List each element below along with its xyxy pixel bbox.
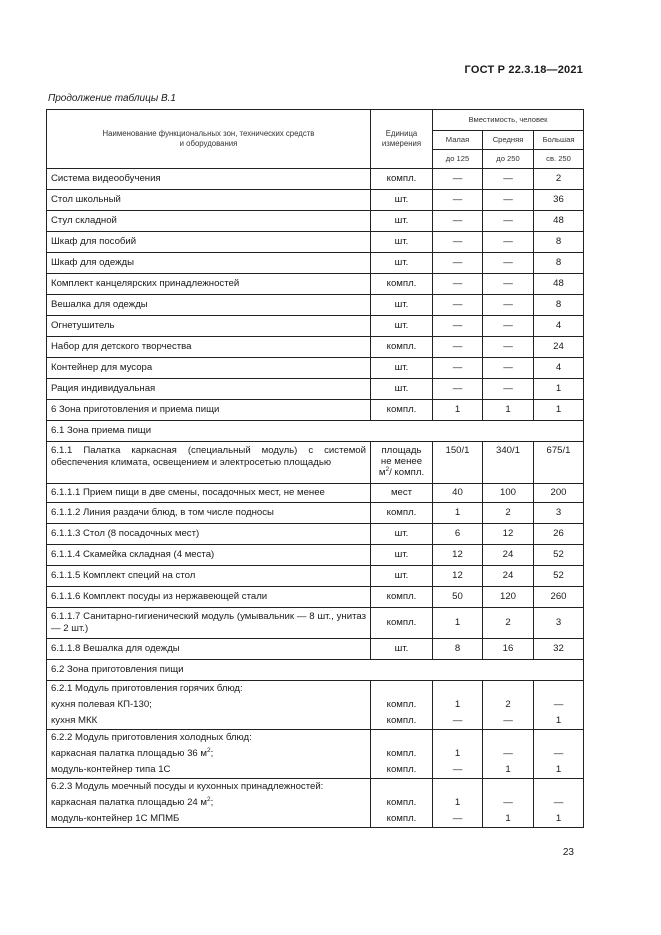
cell-unit: компл.	[371, 587, 433, 608]
cell-name: Комплект канцелярских принадлежностей	[47, 274, 371, 295]
cell-small: 150/1	[433, 442, 483, 484]
table-row	[47, 566, 584, 587]
cell-name: Шкаф для пособий	[47, 232, 371, 253]
block-title: 6.2.3 Модуль моечный посуды и кухонных принадлежностей:	[51, 781, 324, 792]
cell-unit: шт.	[371, 639, 433, 660]
cell-large	[534, 681, 584, 730]
cell-large: 3	[534, 503, 584, 524]
cell-small: 1	[433, 503, 483, 524]
table-row	[47, 639, 584, 660]
table-row-block-6-2-1	[47, 681, 584, 730]
table-row	[47, 358, 584, 379]
cell-large	[534, 779, 584, 828]
cell-unit	[371, 681, 433, 730]
section-row	[47, 660, 584, 681]
cell-small: 6	[433, 524, 483, 545]
table-row	[47, 253, 584, 274]
block-value: 1	[555, 813, 562, 824]
cell-name: Шкаф для одежды	[47, 253, 371, 274]
block-value: —	[503, 715, 513, 726]
table-row	[47, 274, 584, 295]
table-row	[47, 608, 584, 639]
cell-medium: 2	[483, 503, 534, 524]
section-title-6-2: 6.2 Зона приготовления пищи	[47, 660, 584, 681]
cell-name: 6.1.1.6 Комплект посуды из нержавеющей стали	[47, 587, 371, 608]
block-line	[51, 746, 366, 762]
table-row	[47, 524, 584, 545]
column-range-large: св. 250	[534, 150, 584, 169]
cell-small: 12	[433, 545, 483, 566]
cell-name: Стол школьный	[47, 190, 371, 211]
cell-small: 12	[433, 566, 483, 587]
table-row	[47, 190, 584, 211]
cell-name: 6.1.1.7 Санитарно-гигиенический модуль (умывальник — 8 шт., унитаз — 2 шт.)	[47, 608, 371, 639]
column-header-name: Наименование функциональных зон, технических средств и оборудования	[47, 110, 371, 169]
table-row	[47, 503, 584, 524]
cell-unit: шт.	[371, 524, 433, 545]
block-value: —	[553, 797, 564, 808]
cell-medium: 12	[483, 524, 534, 545]
table-row	[47, 545, 584, 566]
block-value: —	[553, 699, 564, 710]
unit-line: площадь	[381, 445, 422, 456]
cell-small: 8	[433, 639, 483, 660]
cell-unit: шт.	[371, 232, 433, 253]
cell-large: 48	[534, 274, 584, 295]
cell-medium: —	[483, 337, 534, 358]
cell-small: —	[433, 232, 483, 253]
cell-small: 1	[433, 608, 483, 639]
table-row	[47, 232, 584, 253]
table-row	[47, 169, 584, 190]
cell-name: Огнетушитель	[47, 316, 371, 337]
block-value: 1	[505, 764, 511, 775]
cell-small: —	[433, 316, 483, 337]
section-row	[47, 421, 584, 442]
cell-large	[534, 730, 584, 779]
unit-line: м	[378, 467, 386, 479]
cell-name: 6.1.1.4 Скамейка складная (4 места)	[47, 545, 371, 566]
cell-small: —	[433, 190, 483, 211]
cell-medium: —	[483, 379, 534, 400]
cell-large: 2	[534, 169, 584, 190]
block-line	[51, 795, 366, 811]
cell-unit: шт.	[371, 253, 433, 274]
cell-unit: шт.	[371, 358, 433, 379]
table-row	[47, 587, 584, 608]
cell-medium	[483, 730, 534, 779]
cell-large: 3	[534, 608, 584, 639]
equipment-table	[46, 109, 584, 828]
cell-medium	[483, 779, 534, 828]
cell-medium: 16	[483, 639, 534, 660]
block-value: —	[452, 715, 463, 726]
cell-name: 6.1.1.8 Вешалка для одежды	[47, 639, 371, 660]
cell-unit: шт.	[371, 190, 433, 211]
cell-large: 24	[534, 337, 584, 358]
cell-unit	[371, 779, 433, 828]
table-row	[47, 316, 584, 337]
block-unit: компл.	[386, 813, 417, 824]
cell-small: —	[433, 211, 483, 232]
cell-medium: 340/1	[483, 442, 534, 484]
cell-large: 26	[534, 524, 584, 545]
cell-unit: компл.	[371, 337, 433, 358]
cell-large: 1	[534, 400, 584, 421]
cell-small	[433, 681, 483, 730]
unit-superscript: 2	[385, 465, 390, 473]
table-row	[47, 337, 584, 358]
cell-medium: —	[483, 316, 534, 337]
cell-large: 260	[534, 587, 584, 608]
cell-name: 6.1.1.2 Линия раздачи блюд, в том числе подносы	[47, 503, 371, 524]
cell-medium: 2	[483, 608, 534, 639]
block-value: 1	[454, 699, 461, 710]
cell-medium: —	[483, 232, 534, 253]
block-unit: компл.	[386, 797, 417, 808]
cell-medium: —	[483, 358, 534, 379]
block-line: кухня МКК	[51, 715, 98, 726]
cell-name	[47, 779, 371, 828]
block-value: 1	[505, 813, 511, 824]
document-code: ГОСТ Р 22.3.18—2021	[464, 64, 583, 76]
cell-large: 4	[534, 358, 584, 379]
block-value: —	[452, 813, 463, 824]
cell-medium: 1	[483, 400, 534, 421]
block-value: —	[452, 764, 463, 775]
cell-medium: —	[483, 169, 534, 190]
cell-name: Рация индивидуальная	[47, 379, 371, 400]
cell-small: —	[433, 274, 483, 295]
cell-unit: шт.	[371, 566, 433, 587]
table-row	[47, 295, 584, 316]
block-title: 6.2.1 Модуль приготовления горячих блюд:	[51, 683, 243, 694]
cell-name	[47, 681, 371, 730]
cell-name	[47, 730, 371, 779]
block-value: —	[503, 748, 513, 759]
block-line: модуль-контейнер типа 1С	[51, 764, 171, 775]
cell-medium: 24	[483, 566, 534, 587]
cell-unit: шт.	[371, 211, 433, 232]
cell-name: Контейнер для мусора	[47, 358, 371, 379]
cell-small: —	[433, 379, 483, 400]
page-number: 23	[562, 847, 574, 858]
cell-medium: 24	[483, 545, 534, 566]
cell-small: —	[433, 169, 483, 190]
block-value: —	[503, 797, 513, 808]
block-value: 1	[454, 748, 461, 759]
table-continuation-caption: Продолжение таблицы В.1	[48, 93, 176, 104]
column-header-capacity: Вместимость, человек	[433, 110, 584, 131]
cell-name: 6 Зона приготовления и приема пищи	[47, 400, 371, 421]
cell-small: —	[433, 295, 483, 316]
table-row	[47, 442, 584, 484]
block-unit: компл.	[386, 748, 417, 759]
cell-medium: —	[483, 211, 534, 232]
cell-large: 48	[534, 211, 584, 232]
cell-large: 36	[534, 190, 584, 211]
block-line-superscript: 2	[207, 746, 211, 754]
cell-small	[433, 730, 483, 779]
cell-small: 50	[433, 587, 483, 608]
table-row	[47, 211, 584, 232]
cell-large: 8	[534, 253, 584, 274]
block-unit: компл.	[386, 764, 417, 775]
cell-medium: —	[483, 253, 534, 274]
cell-name: Вешалка для одежды	[47, 295, 371, 316]
column-header-small: Малая	[433, 131, 483, 150]
cell-unit: компл.	[371, 169, 433, 190]
block-unit: компл.	[386, 699, 417, 710]
cell-name: Набор для детского творчества	[47, 337, 371, 358]
block-value: 1	[555, 715, 562, 726]
cell-large: 8	[534, 232, 584, 253]
cell-unit: шт.	[371, 545, 433, 566]
cell-name: 6.1.1.1 Прием пищи в две смены, посадочных мест, не менее	[47, 484, 371, 503]
block-value: —	[553, 748, 564, 759]
cell-large: 32	[534, 639, 584, 660]
block-line: кухня полевая КП-130;	[51, 699, 152, 710]
block-line-text: каркасная палатка площадью 24 м	[51, 797, 208, 808]
block-title: 6.2.2 Модуль приготовления холодных блюд:	[51, 732, 252, 743]
cell-small	[433, 779, 483, 828]
cell-small: —	[433, 337, 483, 358]
block-unit: компл.	[386, 715, 417, 726]
block-value: 1	[454, 797, 461, 808]
unit-line: / компл.	[389, 467, 425, 479]
cell-medium: 120	[483, 587, 534, 608]
block-line-text: ;	[210, 748, 214, 759]
column-range-small: до 125	[433, 150, 483, 169]
cell-large: 8	[534, 295, 584, 316]
cell-unit: компл.	[371, 400, 433, 421]
cell-small: 40	[433, 484, 483, 503]
table-row	[47, 400, 584, 421]
cell-small: —	[433, 253, 483, 274]
cell-large: 675/1	[534, 442, 584, 484]
cell-name: 6.1.1.5 Комплект специй на стол	[47, 566, 371, 587]
cell-medium: 100	[483, 484, 534, 503]
cell-medium	[483, 681, 534, 730]
table-row-block-6-2-2	[47, 730, 584, 779]
block-value: 1	[555, 764, 562, 775]
cell-name: 6.1.1 Палатка каркасная (специальный модуль) с системой обеспечения климата, освещением и электросетью площадью	[47, 442, 371, 484]
cell-large: 4	[534, 316, 584, 337]
section-title-6-1: 6.1 Зона приема пищи	[47, 421, 584, 442]
cell-unit: шт.	[371, 379, 433, 400]
cell-large: 200	[534, 484, 584, 503]
column-header-large: Большая	[534, 131, 584, 150]
cell-large: 52	[534, 545, 584, 566]
unit-line: не менее	[380, 456, 423, 468]
cell-unit	[371, 442, 433, 484]
cell-unit: шт.	[371, 295, 433, 316]
cell-large: 52	[534, 566, 584, 587]
cell-medium: —	[483, 274, 534, 295]
cell-name: Стул складной	[47, 211, 371, 232]
block-line-superscript: 2	[207, 795, 211, 803]
block-line: модуль-контейнер 1С МПМБ	[51, 813, 180, 824]
cell-name: 6.1.1.3 Стол (8 посадочных мест)	[47, 524, 371, 545]
block-line-text: каркасная палатка площадью 36 м	[51, 748, 208, 759]
table-row	[47, 379, 584, 400]
column-header-medium: Средняя	[483, 131, 534, 150]
cell-medium: —	[483, 190, 534, 211]
table-row-block-6-2-3	[47, 779, 584, 828]
cell-unit: компл.	[371, 608, 433, 639]
cell-name: Система видеообучения	[47, 169, 371, 190]
cell-unit: мест	[371, 484, 433, 503]
cell-unit: шт.	[371, 316, 433, 337]
column-header-unit: Единица измерения	[371, 110, 433, 169]
column-range-medium: до 250	[483, 150, 534, 169]
table-row	[47, 484, 584, 503]
cell-medium: —	[483, 295, 534, 316]
cell-large: 1	[534, 379, 584, 400]
cell-unit: компл.	[371, 274, 433, 295]
cell-small: 1	[433, 400, 483, 421]
cell-unit: компл.	[371, 503, 433, 524]
block-value: 2	[505, 699, 511, 710]
block-line-text: ;	[210, 797, 214, 808]
cell-small: —	[433, 358, 483, 379]
cell-unit	[371, 730, 433, 779]
